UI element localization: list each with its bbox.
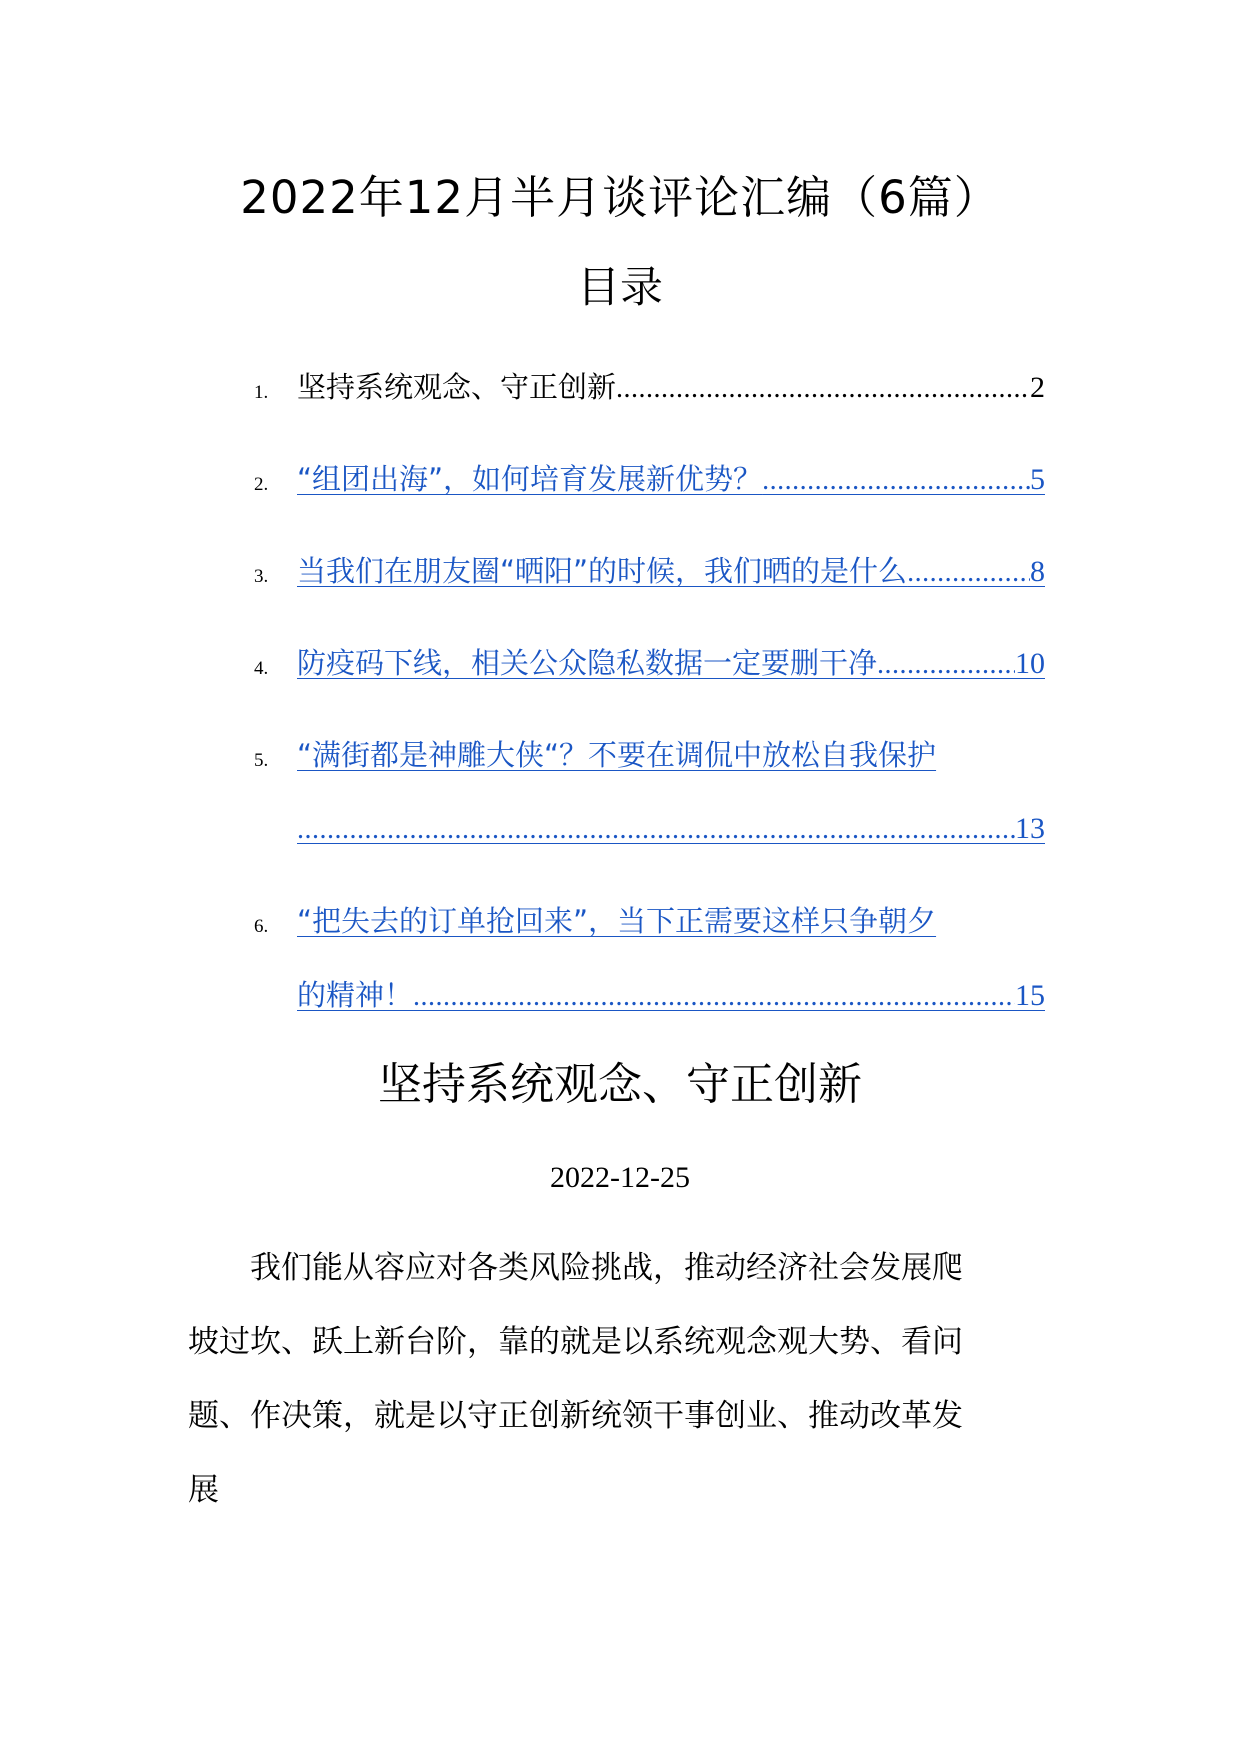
toc-leader-dots [297,808,1015,851]
article-title: 坚持系统观念、守正创新 [378,1059,862,1110]
toc-number-3: 3. [254,566,269,587]
toc-number-2: 2. [254,474,269,495]
toc-number-1: 1. [254,382,269,403]
paragraph-line: 我们能从容应对各类风险挑战，推动经济社会发展爬 [250,1250,963,1286]
toc-leader-dots [907,551,1030,593]
toc-heading: 目录 [577,263,663,313]
toc-entry-4[interactable] [297,641,1045,685]
paragraph-line: 题、作决策，就是以守正创新统领干事创业、推动改革发 [188,1398,963,1434]
toc-number-5: 5. [254,750,269,771]
toc-entry-5-continuation[interactable] [297,807,1045,851]
toc-entry-3[interactable] [297,549,1045,593]
toc-entry-text: 坚持系统观念、守正创新 [297,370,617,404]
toc-page-number: 2 [1030,371,1045,404]
toc-entry-text: 当我们在朋友圈“晒阳”的时候，我们晒的是什么 [297,554,908,588]
document-title: 2022年12月半月谈评论汇编（6篇） [240,171,1000,224]
toc-entry-text: “组团出海”，如何培育发展新优势？ [297,462,763,496]
toc-leader-dots [413,975,1015,1017]
toc-entry-text: “满街都是神雕大侠“？不要在调侃中放松自我保护 [297,738,937,772]
toc-entry-1[interactable] [297,365,1045,409]
paragraph-line: 展 [188,1472,219,1508]
toc-page-number: 5 [1030,463,1045,496]
toc-entry-6-continuation[interactable] [297,973,1045,1017]
toc-leader-dots [762,459,1030,501]
toc-entry-6[interactable] [297,899,1045,943]
toc-leader-dots [616,367,1030,409]
toc-entry-text: 的精神！ [297,978,414,1012]
toc-page-number: 13 [1015,812,1045,845]
toc-number-6: 6. [254,916,269,937]
toc-entry-2[interactable] [297,457,1045,501]
toc-number-4: 4. [254,658,269,679]
toc-page-number: 8 [1030,555,1045,588]
toc-page-number: 10 [1015,647,1045,680]
paragraph-line: 坡过坎、跃上新台阶，靠的就是以系统观念观大势、看问 [188,1324,963,1360]
article-date: 2022-12-25 [550,1161,690,1194]
toc-entry-text: “把失去的订单抢回来”，当下正需要这样只争朝夕 [297,904,937,938]
toc-leader-dots [877,643,1015,685]
toc-page-number: 15 [1015,979,1045,1012]
toc-entry-5[interactable] [297,733,1045,777]
toc-entry-text: 防疫码下线，相关公众隐私数据一定要删干净 [297,646,878,680]
